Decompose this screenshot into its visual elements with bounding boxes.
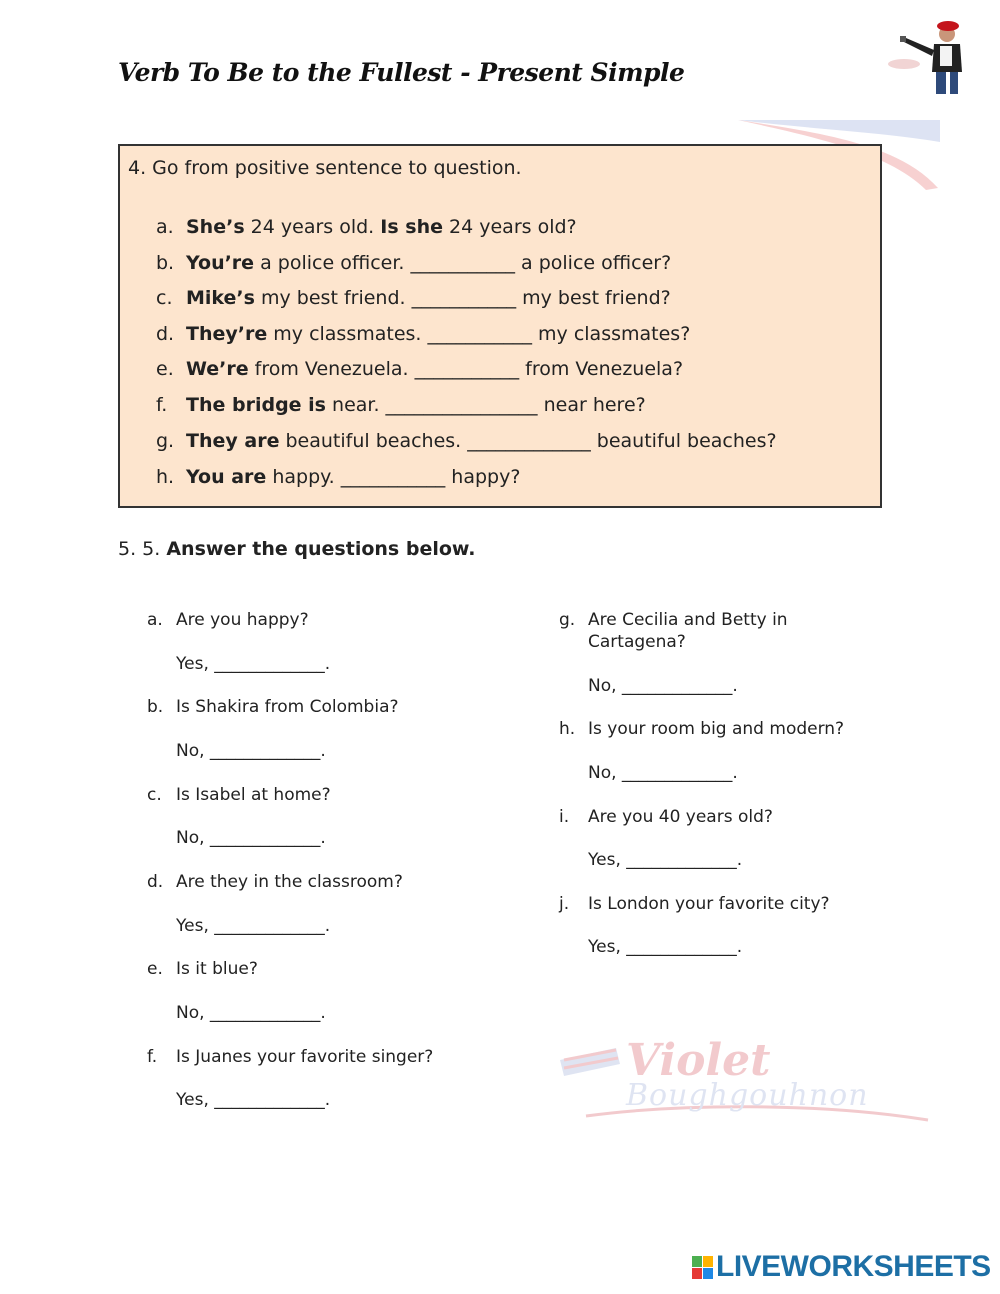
exercise-4-item: h. You are happy. ___________ happy? — [156, 466, 521, 488]
exercise-4-item: f. The bridge is near. ________________ near here? — [156, 394, 646, 416]
exercise-4-item: d. They’re my classmates. ___________ my classmates? — [156, 323, 691, 345]
answer-line: No, _____________. — [176, 1003, 326, 1023]
exercise-4-box — [118, 144, 882, 508]
answer-line: No, _____________. — [588, 763, 738, 783]
exercise-4-item: b. You’re a police officer. ___________ a police officer? — [156, 252, 672, 274]
answer-line: No, _____________. — [588, 676, 738, 696]
watermark-name-2: Boughgouhnon — [626, 1078, 869, 1113]
answer-line: Yes, _____________. — [176, 916, 331, 936]
answer-line: Yes, _____________. — [176, 654, 331, 674]
answer-line: Yes, _____________. — [588, 937, 743, 957]
answer-line: No, _____________. — [176, 828, 326, 848]
watermark-name-1: Violet — [626, 1035, 771, 1086]
exercise-5-heading: 5. 5. Answer the questions below. — [118, 538, 476, 560]
exercise-4-item: g. They are beautiful beaches. _____________ beautiful beaches? — [156, 430, 777, 452]
exercise-4-heading: 4. Go from positive sentence to question. — [128, 157, 522, 179]
watermark-logo — [556, 1020, 936, 1130]
exercise-4-item: c. Mike’s my best friend. ___________ my best friend? — [156, 287, 671, 309]
exercise-4-item: e. We’re from Venezuela. ___________ from Venezuela? — [156, 358, 684, 380]
author-avatar-image — [884, 14, 968, 100]
liveworksheets-mark-icon — [692, 1256, 714, 1280]
exercise-4-item: a. She’s 24 years old. Is she 24 years old? — [156, 216, 577, 238]
answer-line: Yes, _____________. — [588, 850, 743, 870]
answer-line: Yes, _____________. — [176, 1090, 331, 1110]
answer-line: No, _____________. — [176, 741, 326, 761]
page-title: Verb To Be to the Fullest - Present Simple — [118, 58, 685, 87]
liveworksheets-wordmark: LIVEWORKSHEETS — [716, 1250, 991, 1283]
